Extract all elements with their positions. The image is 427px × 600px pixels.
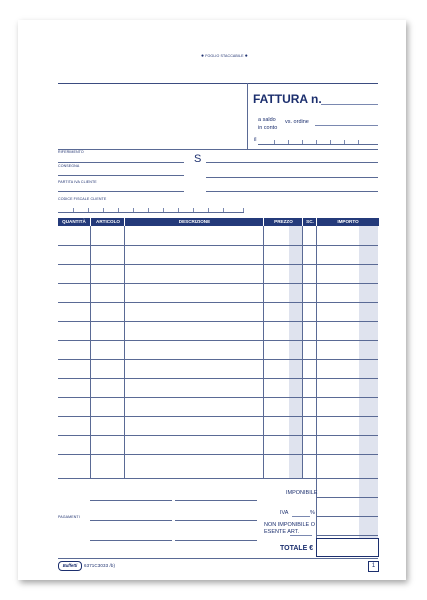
pagamenti-line — [175, 520, 257, 521]
row-line — [58, 302, 378, 303]
logo-text: Buffetti — [62, 563, 78, 568]
row-line — [58, 397, 378, 398]
cf-tick — [88, 208, 89, 212]
row-line — [58, 264, 378, 265]
col-prezzo: PREZZO — [263, 218, 303, 226]
codice-fiscale-label: CODICE FISCALE CLIENTE — [58, 197, 107, 201]
col-divider — [316, 226, 317, 556]
pagamenti-line — [90, 520, 172, 521]
date-tick — [358, 140, 359, 144]
pagamenti-line — [175, 540, 257, 541]
consegna-label: CONSEGNA — [58, 164, 80, 168]
cf-tick — [208, 208, 209, 212]
page-number: 1 — [368, 561, 379, 572]
address-line-2 — [206, 177, 378, 178]
iva-rate-line — [292, 516, 310, 517]
foglio-text: FOGLIO STACCABILE — [205, 54, 244, 58]
iva-line — [316, 516, 378, 517]
esente-label: ESENTE ART. — [264, 529, 300, 535]
partita-iva-label: PARTITA IVA CLIENTE — [58, 180, 97, 184]
row-line — [58, 321, 378, 322]
row-line — [58, 283, 378, 284]
date-tick — [344, 140, 345, 144]
riferimento-line — [58, 162, 184, 163]
iva-label: IVA — [280, 510, 289, 516]
pagamenti-line — [90, 540, 172, 541]
invoice-sheet — [18, 20, 406, 580]
row-line — [58, 454, 378, 455]
date-tick — [316, 140, 317, 144]
col-descrizione: DESCRIZIONE — [124, 218, 264, 226]
date-tick — [288, 140, 289, 144]
row-line — [58, 340, 378, 341]
foglio-staccabile-label: ● FOGLIO STACCABILE ● — [201, 53, 248, 59]
cf-tick — [103, 208, 104, 212]
pagamenti-line — [175, 500, 257, 501]
esente-art-line — [290, 535, 312, 536]
date-tick — [302, 140, 303, 144]
row-line — [58, 245, 378, 246]
consegna-line — [58, 175, 184, 176]
totale-box — [316, 538, 379, 557]
cf-tick — [243, 208, 244, 212]
buffetti-logo — [58, 561, 82, 571]
row-line — [58, 435, 378, 436]
top-rule — [58, 83, 378, 84]
vs-ordine-label: vs. ordine — [285, 119, 309, 125]
a-saldo-label: a saldo — [258, 117, 276, 123]
iva-percent: % — [310, 510, 315, 516]
row-line — [58, 378, 378, 379]
date-label: il — [254, 137, 257, 143]
imponibile-line — [316, 497, 378, 498]
cf-tick — [118, 208, 119, 212]
address-line-1 — [206, 162, 378, 163]
address-line-3 — [206, 191, 378, 192]
cf-tick — [193, 208, 194, 212]
vs-ordine-line — [315, 125, 378, 126]
codice-fiscale-line — [58, 212, 244, 213]
totale-label: TOTALE € — [280, 545, 314, 552]
invoice-number-line — [321, 104, 378, 105]
pagamenti-label: PAGAMENTI — [58, 515, 80, 519]
table-bottom-line — [58, 478, 378, 479]
s-mark: S — [194, 153, 202, 165]
cf-tick — [178, 208, 179, 212]
date-tick — [330, 140, 331, 144]
date-line — [258, 144, 378, 145]
bottom-rule — [58, 558, 378, 559]
pagamenti-line — [90, 500, 172, 501]
importo-shade — [359, 226, 378, 556]
date-tick — [274, 140, 275, 144]
cf-tick — [73, 208, 74, 212]
product-code: 6371C3033 /b) — [84, 563, 116, 568]
col-articolo: ARTICOLO — [90, 218, 125, 226]
riferimento-label: RIFERIMENTO — [58, 150, 84, 154]
row-line — [58, 359, 378, 360]
col-importo: IMPORTO — [316, 218, 379, 226]
cf-tick — [148, 208, 149, 212]
cf-tick — [223, 208, 224, 212]
cf-tick — [133, 208, 134, 212]
non-imponibile-label: NON IMPONIBILE O — [264, 522, 316, 528]
col-sconto: SC. — [302, 218, 317, 226]
invoice-title: FATTURA n. — [253, 92, 322, 106]
imponibile-label: IMPONIBILE — [286, 490, 318, 496]
cf-tick — [163, 208, 164, 212]
col-quantita: QUANTITÀ — [58, 218, 90, 226]
partita-iva-line — [58, 191, 184, 192]
header-bottom-rule — [58, 149, 378, 150]
row-line — [58, 416, 378, 417]
esente-line — [316, 535, 378, 536]
header-divider — [247, 83, 248, 149]
in-conto-label: in conto — [258, 125, 278, 131]
